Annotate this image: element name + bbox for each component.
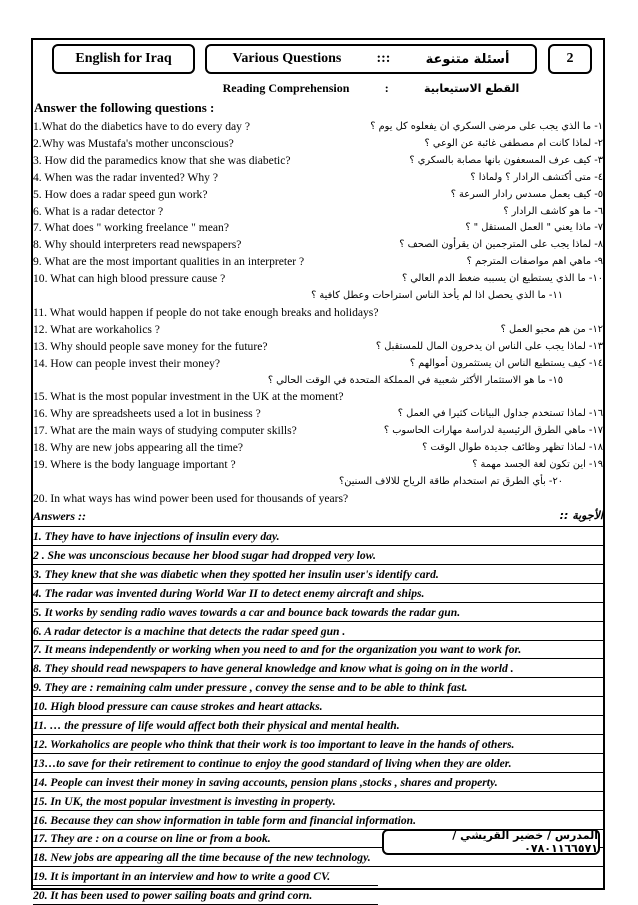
header-title-en: Various Questions [232,51,342,66]
teacher-credit [382,829,600,855]
answers-header-ar: الأجوبة :: [559,509,603,522]
question-ar: ١- ما الذي يجب على مرضى السكري ان يفعلوه كل يوم ؟ [370,121,603,132]
question-row [33,236,603,254]
teacher-credit-text: المدرس / خضير القريشي / ٠٧٨٠١١٦٦٥٧١ [452,829,598,855]
question-row [33,473,603,491]
header-separator: ::: [376,51,391,66]
question-en: 18. Why are new jobs appearing all the time? [33,441,244,455]
answer-row: 3. They knew that she was diabetic when they spotted her insulin user's identify card. [33,565,603,584]
question-en: 10. What can high blood pressure cause ? [33,272,226,286]
answer-row: 13…to save for their retirement to continue to enjoy the good standard of living when they are older. [33,754,603,773]
question-en: 9. What are the most important qualities in an interpreter ? [33,255,305,269]
question-ar: ٢- لماذا كانت ام مصطفى غائبة عن الوعي ؟ [424,137,603,149]
question-ar: ١٥- ما هو الاستثمار الأكثر شعبية في المملكة المتحدة في الوقت الحالي ؟ [267,374,563,386]
question-ar: ٦- ما هو كاشف الرادار ؟ [503,205,603,217]
question-en: 6. What is a radar detector ? [33,204,164,218]
question-ar: ٢٠- بأي الطرق تم استخدام طاقة الرياح للالاف السنين؟ [339,475,563,487]
question-row [33,321,603,339]
question-ar: ١٠- ما الذي يستطيع ان يسببه ضغط الدم العالي ؟ [401,273,603,285]
question-en: 2.Why was Mustafa's mother unconscious? [33,136,234,150]
question-en: 20. In what ways has wind power been used for thousands of years? [33,491,349,505]
page-number: 2 [566,51,574,66]
question-row [33,338,603,356]
question-row [33,304,603,322]
question-row [33,287,603,305]
question-ar: ١٤- كيف يستطيع الناس ان يستثمرون أموالهم ؟ [409,357,603,369]
answer-row: 20. It has been used to power sailing boats and grind corn. [33,886,378,905]
question-row [33,372,603,390]
section-title-ar: القطع الاستيعابية [424,81,520,95]
answer-row: 1. They have to have injections of insulin every day. [33,527,603,546]
question-row [33,355,603,373]
question-row [33,422,603,440]
answer-row: 18. New jobs are appearing all the time because of the new technology. [33,848,603,867]
question-row [33,152,603,170]
question-row [33,270,603,288]
answer-row: 8. They should read newspapers to have general knowledge and know what is going on in the world . [33,659,603,678]
question-en: 1.What do the diabetics have to do every day ? [33,120,250,133]
question-row [33,456,603,474]
instruction: Answer the following questions : [34,100,215,115]
question-ar: ٥- كيف يعمل مسدس رادار السرعة ؟ [450,188,603,200]
question-en: 8. Why should interpreters read newspapers? [33,238,242,252]
answer-row: 6. A radar detector is a machine that detects the radar speed gun . [33,622,603,641]
question-en: 15. What is the most popular investment in the UK at the moment? [33,390,344,404]
question-ar: ١٦- لماذا تستخدم جداول البيانات كثيرا في العمل ؟ [397,408,603,420]
answer-row: 5. It works by sending radio waves towards a car and bounce back towards the radar gun. [33,603,603,622]
question-ar: ٣- كيف عرف المسعفون بانها مصابة بالسكري ؟ [409,154,603,166]
question-ar: ١٩- اين تكون لغة الجسد مهمة ؟ [472,459,603,470]
question-row [33,490,603,508]
section-title-en: Reading Comprehension [222,80,350,95]
answer-row: 4. The radar was invented during World War II to detect enemy aircraft and ships. [33,584,603,603]
question-en: 3. How did the paramedics know that she was diabetic? [33,153,291,167]
question-en: 17. What are the main ways of studying computer skills? [33,424,297,438]
question-en: 12. What are workaholics ? [33,322,160,336]
answers-header-en: Answers :: [33,509,87,523]
question-row [33,388,603,406]
page-number-box [548,44,592,74]
question-en: 16. Why are spreadsheets used a lot in business ? [33,407,261,421]
answer-row: 19. It is important in an interview and how to write a good CV. [33,867,378,886]
answer-row: 15. In UK, the most popular investment is investing in property. [33,792,603,811]
section-colon: : [384,80,389,95]
question-en: 13. Why should people save money for the future? [33,339,268,353]
question-row [33,186,603,204]
question-row [33,405,603,423]
question-row [33,135,603,153]
question-ar: ٨- لماذا يجب على المترجمين ان يقرأون الصحف ؟ [399,239,603,251]
answer-row: 11. … the pressure of life would affect both their physical and mental health. [33,716,603,735]
question-row [33,439,603,457]
answer-row: 10. High blood pressure can cause strokes and heart attacks. [33,697,603,716]
question-en: 14. How can people invest their money? [33,356,221,370]
question-ar: ٧- ماذا يعني " العمل المستقل " ؟ [465,222,603,234]
question-ar: ١٢- من هم محبو العمل ؟ [500,323,603,335]
question-en: 5. How does a radar speed gun work? [33,187,208,201]
answer-row: 16. Because they can show information in table form and financial information. [33,811,603,830]
question-ar: ١٨- لماذا تظهر وظائف جديدة طوال الوقت ؟ [422,442,603,454]
question-en: 7. What does " working freelance " mean? [33,221,229,235]
question-row [33,253,603,271]
answer-row: 14. People can invest their money in saving accounts, pension plans ,stocks , shares and property. [33,773,603,792]
answer-row: 2 . She was unconscious because her blood sugar had dropped very low. [33,546,603,565]
section-title [205,79,537,97]
answer-row: 12. Workaholics are people who think that their work is too important to leave in the hands of others. [33,735,603,754]
question-ar: ٩- ماهي اهم مواصفات المترجم ؟ [466,256,603,268]
header-subject: English for Iraq [75,51,172,66]
question-en: 11. What would happen if people do not take enough breaks and holidays? [33,305,379,319]
answer-row: 17. They are : on a course on line or from a book. [33,829,603,848]
question-en: 4. When was the radar invented? Why ? [33,170,219,184]
header-subject-box [52,44,195,74]
answers-header [33,508,603,527]
question-ar: ١١- ما الذي يحصل اذا لم يأخذ الناس استراحات وعطل كافية ؟ [311,290,563,301]
question-row [33,118,603,136]
header-title-ar: أسئلة متنوعة [425,51,510,67]
question-ar: ١٧- ماهي الطرق الرئيسية لدراسة مهارات الحاسوب ؟ [383,425,603,437]
question-en: 19. Where is the body language important ? [33,458,236,471]
question-row [33,169,603,187]
header-title-box [205,44,537,74]
question-ar: ١٣- لماذا يجب على الناس ان يدخرون المال للمستقبل ؟ [375,340,603,352]
question-row [33,203,603,221]
question-ar: ٤- متى أكتشف الرادار ؟ ولماذا ؟ [470,171,603,183]
question-row [33,219,603,237]
answer-row: 9. They are : remaining calm under pressure , convey the sense and to be able to think fast. [33,678,603,697]
answer-row: 7. It means independently or working when you need to and for the organization you want to work for. [33,640,603,659]
